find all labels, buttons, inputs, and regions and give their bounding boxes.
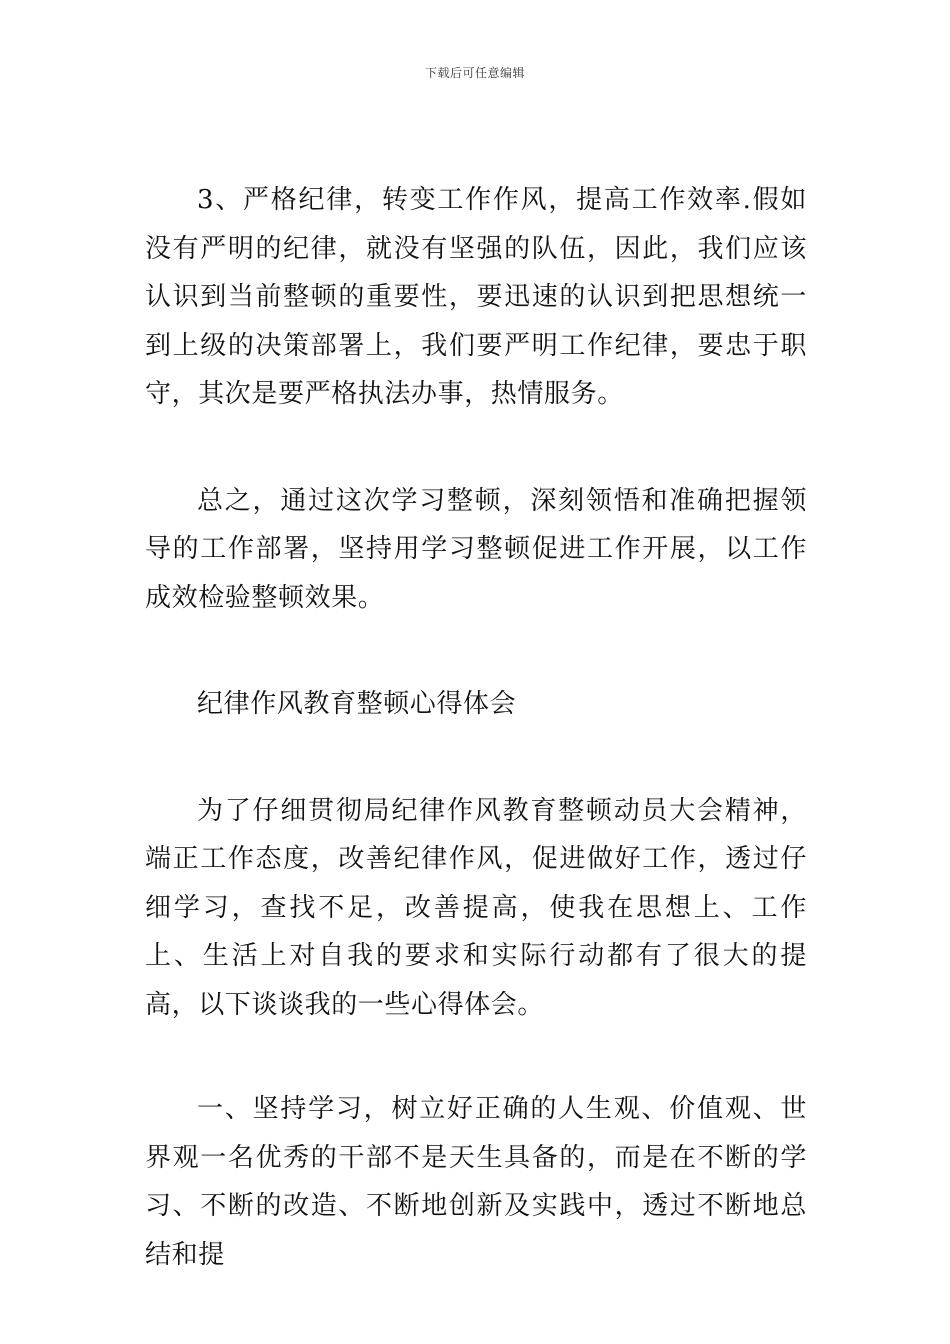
paragraph-introduction: 为了仔细贯彻局纪律作风教育整顿动员大会精神，端正工作态度，改善纪律作风，促进做好工作，透过仔细学习，查找不足，改善提高，使我在思想上、工作上、生活上对自我的要求和实际行动都有了很大的提高，以下谈谈我的一些心得体会。 [145, 795, 807, 1020]
paragraph-spacer [145, 622, 807, 680]
paragraph-summary: 总之，通过这次学习整顿，深刻领悟和准确把握领导的工作部署，坚持用学习整顿促进工作开展，以工作成效检验整顿效果。 [145, 485, 807, 613]
paragraph-discipline-point-3: 3、严格纪律，转变工作作风，提高工作效率.假如没有严明的纪律，就没有坚强的队伍，因此，我们应该认识到当前整顿的重要性，要迅速的认识到把思想统一到上级的决策部署上，我们要严明工作纪律，要忠于职守，其次是要严格执法办事，热情服务。 [145, 185, 807, 409]
page-header-note: 下载后可任意编辑 [424, 66, 525, 80]
section-title: 纪律作风教育整顿心得体会 [197, 689, 517, 719]
document-body [145, 176, 807, 1279]
paragraph-point-1: 一、坚持学习，树立好正确的人生观、价值观、世界观一名优秀的干部不是天生具备的，而是在不断的学习、不断的改造、不断地创新及实践中，透过不断地总结和提 [145, 1094, 807, 1270]
paragraph-spacer [145, 419, 807, 477]
paragraph-spacer [145, 729, 807, 787]
paragraph-spacer [145, 1029, 807, 1085]
